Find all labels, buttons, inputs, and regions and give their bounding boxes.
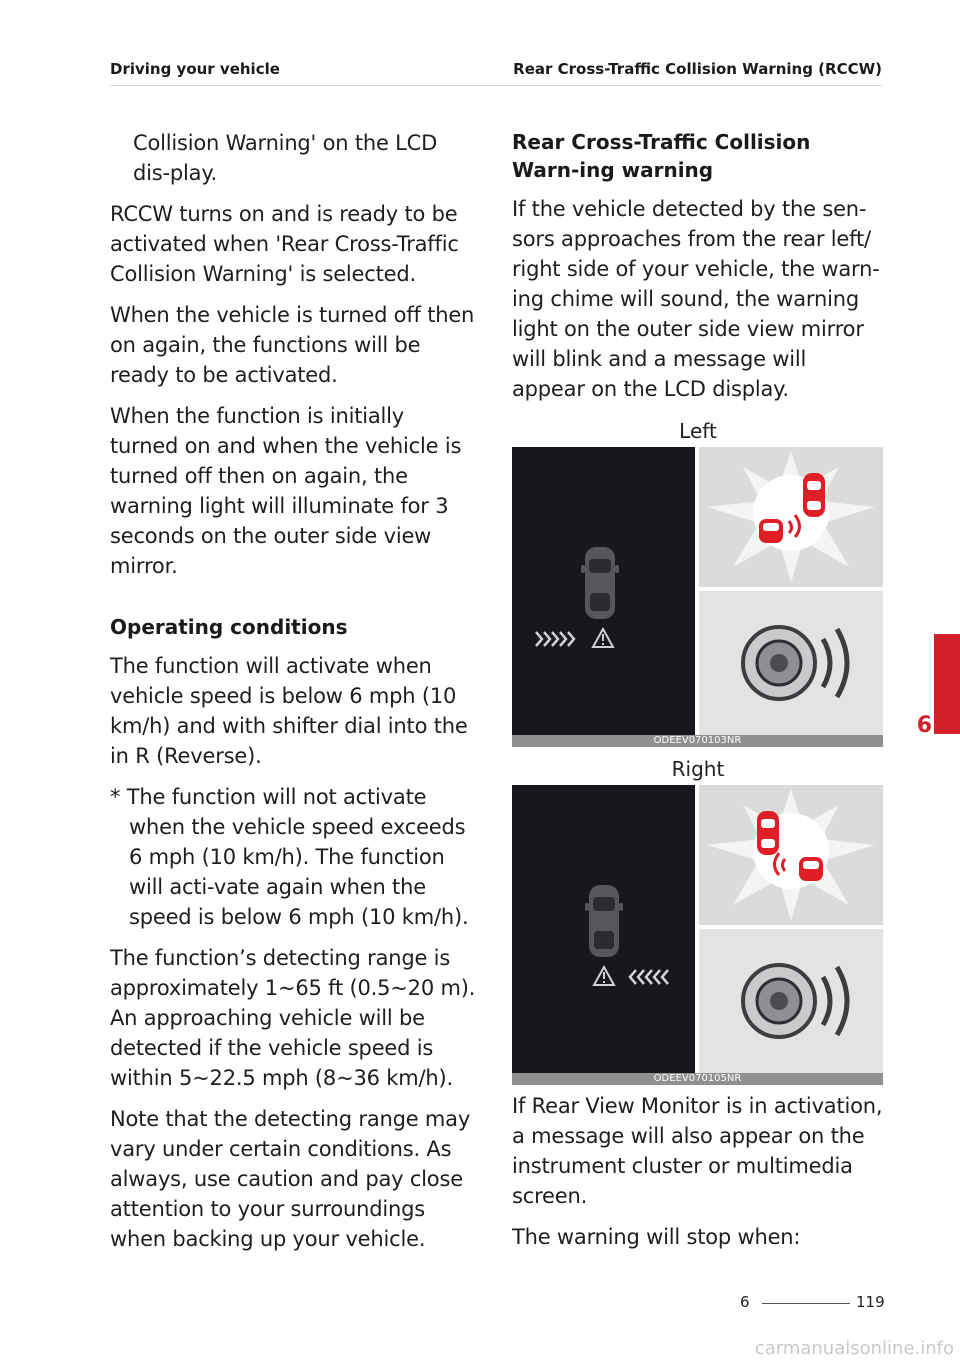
paragraph-activation-speed: The function will activate when vehicle speed is below 6 mph (10 km/h) and with shifter dial into the in R (Reverse). [110,654,468,768]
lcd-display-panel [512,447,695,735]
right-column [512,128,884,1263]
lcd-display-panel [512,785,695,1073]
warning-burst-icon [707,789,875,921]
paragraph-rear-view-monitor: If Rear View Monitor is in activation, a message will also appear on the instrument cluster or multimedia screen. [512,1094,883,1208]
mirror-warning-panel [699,785,883,925]
paragraph-restart: When the vehicle is turned off then on again, the functions will be ready to be activated. [110,303,475,387]
own-car-icon [759,519,783,543]
figure-code-right: ODEEV070105NR [512,1073,883,1085]
warning-triangle-icon [594,967,614,985]
paragraph-initial-illumination: When the function is initially turned on and when the vehicle is turned off then on again, the warning light will illuminate for 3 seconds on the outer side view mirror. [110,404,462,578]
approach-arrows-right-icon [536,632,574,646]
figure-right-label: Right [671,757,725,781]
own-car-icon [799,857,823,881]
paragraph-warning-stops: The warning will stop when: [512,1225,801,1249]
warning-triangle-icon [593,629,613,647]
heading-rccw-warning: Rear Cross-Traffic Collision Warn-ing warning [512,130,811,182]
figure-right-warning [512,785,883,1085]
sound-waves-icon [823,629,847,697]
watermark: carmanualsonline.info [754,1338,954,1359]
approaching-car-icon [803,473,825,517]
vehicle-top-view-icon [585,885,623,957]
speaker-icon [743,965,815,1037]
vehicle-top-view-icon [581,547,619,619]
note-speed-limit: * The function will not activate when the vehicle speed exceeds 6 mph (10 km/h). The function will acti-vate again when the speed is below 6 mph (10 km/h). [110,785,469,929]
approach-arrows-left-icon [630,970,668,984]
paragraph-detecting-range: The function’s detecting range is approximately 1~65 ft (0.5~20 m). An approaching vehicle will be detected if the vehicle speed is within 5~22.5 mph (8~36 km/h). [110,946,476,1090]
chime-panel [699,929,883,1073]
chapter-tab-number: 6 [916,713,932,738]
paragraph-rccw-activation: RCCW turns on and is ready to be activated when 'Rear Cross-Traffic Collision Warning' is selected. [110,202,459,286]
heading-operating-conditions: Operating conditions [110,615,348,639]
paragraph-continuation: Collision Warning' on the LCD dis-play. [133,131,438,185]
speaker-icon [743,627,815,699]
approaching-car-icon [757,811,779,855]
footer-divider [762,1303,850,1304]
footer-chapter: 6 [740,1293,750,1311]
sound-waves-icon [823,967,847,1035]
figure-code-left: ODEEV070103NR [512,735,883,747]
chapter-tab [934,634,960,734]
mirror-warning-panel [699,447,883,587]
paragraph-caution: Note that the detecting range may vary under certain conditions. As always, use caution and pay close attention to your surroundings when backing up your vehicle. [110,1107,471,1251]
header-divider [110,85,882,86]
warning-burst-icon [707,451,875,583]
paragraph-warning-description: If the vehicle detected by the sen-sors approaches from the rear left/ right side of your vehicle, the warn-ing chime will sound, the warning light on the outer side view mirror will blink and a message will appear on the LCD display. [512,197,880,401]
left-column [110,128,478,1265]
header-section: Driving your vehicle [110,60,280,78]
footer-page-number: 119 [856,1293,885,1311]
figure-left-label: Left [679,419,717,443]
figure-left-warning [512,447,883,747]
chime-panel [699,591,883,735]
header-topic: Rear Cross-Traffic Collision Warning (RCCW) [513,60,882,78]
